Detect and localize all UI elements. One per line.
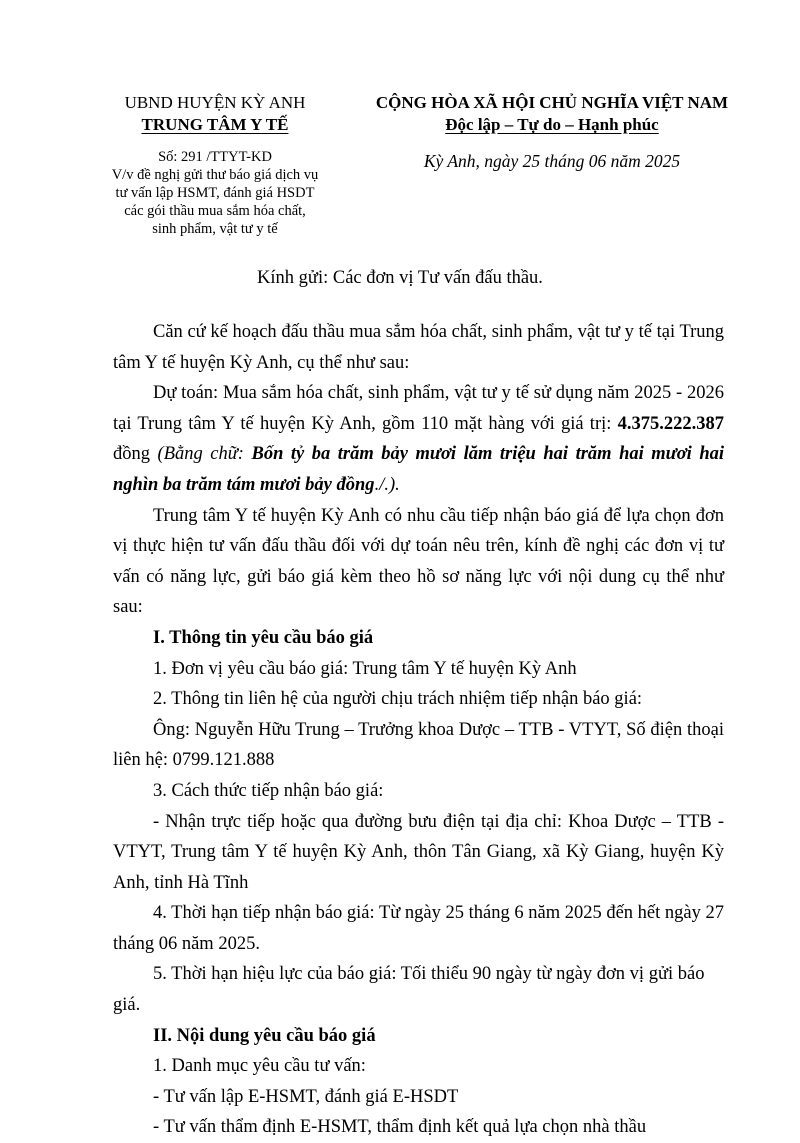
subject-line: tư vấn lập HSMT, đánh giá HSDT (115, 185, 315, 201)
list-item: 5. Thời hạn hiệu lực của báo giá: Tối thiểu 90 ngày từ ngày đơn vị gửi báo giá. (113, 964, 705, 1016)
list-item: - Tư vấn lập E-HSMT, đánh giá E-HSDT (153, 1086, 459, 1107)
document-number: Số: 291 /TTYT-KD (158, 149, 272, 165)
issuing-organization: TRUNG TÂM Y TẾ (141, 115, 289, 134)
contact-detail: Ông: Nguyễn Hữu Trung – Trưởng khoa Dược – TTB - VTYT, Số điện thoại liên hệ: 0799.121.888 (113, 719, 724, 771)
paragraph-estimate: Dự toán: Mua sắm hóa chất, sinh phẩm, vật tư y tế sử dụng năm 2025 - 2026 tại Trung tâm Y tế huyện Kỳ Anh, gồm 110 mặt hàng với giá trị: 4.375.222.387 đồng (Bằng chữ: Bốn tỷ ba trăm bảy mươi lăm triệu hai trăm hai mươi hai nghìn ba trăm tám mươi bảy đồng./.). (113, 383, 725, 495)
letter-body (113, 317, 724, 1143)
national-motto: Độc lập – Tự do – Hạnh phúc (445, 115, 659, 134)
subject-line: V/v đề nghị gửi thư báo giá dịch vụ (111, 167, 319, 183)
paragraph-request: Trung tâm Y tế huyện Kỳ Anh có nhu cầu tiếp nhận báo giá để lựa chọn đơn vị thực hiện tư vấn đấu thầu đối với dự toán nêu trên, kính đề nghị các đơn vị tư vấn có năng lực, gửi báo giá kèm theo hồ sơ năng lực với nội dung cụ thể như sau: (113, 505, 724, 618)
list-item: - Tư vấn thẩm định E-HSMT, thẩm định kết quả lựa chọn nhà thầu (153, 1117, 647, 1138)
paragraph-basis: Căn cứ kế hoạch đấu thầu mua sắm hóa chất, sinh phẩm, vật tư y tế tại Trung tâm Y tế huyện Kỳ Anh, cụ thể như sau: (113, 322, 724, 373)
list-item: 1. Đơn vị yêu cầu báo giá: Trung tâm Y tế huyện Kỳ Anh (153, 658, 577, 679)
document-subject (88, 166, 342, 238)
subject-line: các gói thầu mua sắm hóa chất, (124, 203, 306, 219)
section-heading-1: I. Thông tin yêu cầu báo giá (153, 627, 374, 648)
list-item: 4. Thời hạn tiếp nhận báo giá: Từ ngày 25 tháng 6 năm 2025 đến hết ngày 27 tháng 06 năm 2025. (113, 903, 724, 954)
issuer-block (88, 92, 342, 238)
subject-line: sinh phẩm, vật tư y tế (152, 221, 278, 237)
list-item: 1. Danh mục yêu cầu tư vấn: (153, 1056, 366, 1077)
parent-organization: UBND HUYỆN KỲ ANH (124, 93, 306, 112)
national-header (342, 92, 762, 172)
list-item: 3. Cách thức tiếp nhận báo giá: (153, 780, 384, 801)
amount-in-words: Bốn tỷ ba trăm bảy mươi lăm triệu hai trăm hai mươi hai nghìn ba trăm tám mươi bảy đồng (113, 444, 725, 495)
recipient-line: Kính gửi: Các đơn vị Tư vấn đấu thầu. (257, 268, 543, 288)
section-heading-2: II. Nội dung yêu cầu báo giá (153, 1025, 376, 1046)
address-detail: - Nhận trực tiếp hoặc qua đường bưu điện tại địa chỉ: Khoa Dược – TTB - VTYT, Trung tâm Y tế huyện Kỳ Anh, thôn Tân Giang, xã Kỳ Giang, huyện Kỳ Anh, tỉnh Hà Tĩnh (113, 811, 724, 893)
place-date: Kỳ Anh, ngày 25 tháng 06 năm 2025 (423, 151, 681, 171)
estimate-amount: 4.375.222.387 (617, 413, 724, 434)
nation-title: CỘNG HÒA XÃ HỘI CHỦ NGHĨA VIỆT NAM (375, 93, 729, 112)
list-item: 2. Thông tin liên hệ của người chịu trách nhiệm tiếp nhận báo giá: (153, 689, 643, 710)
